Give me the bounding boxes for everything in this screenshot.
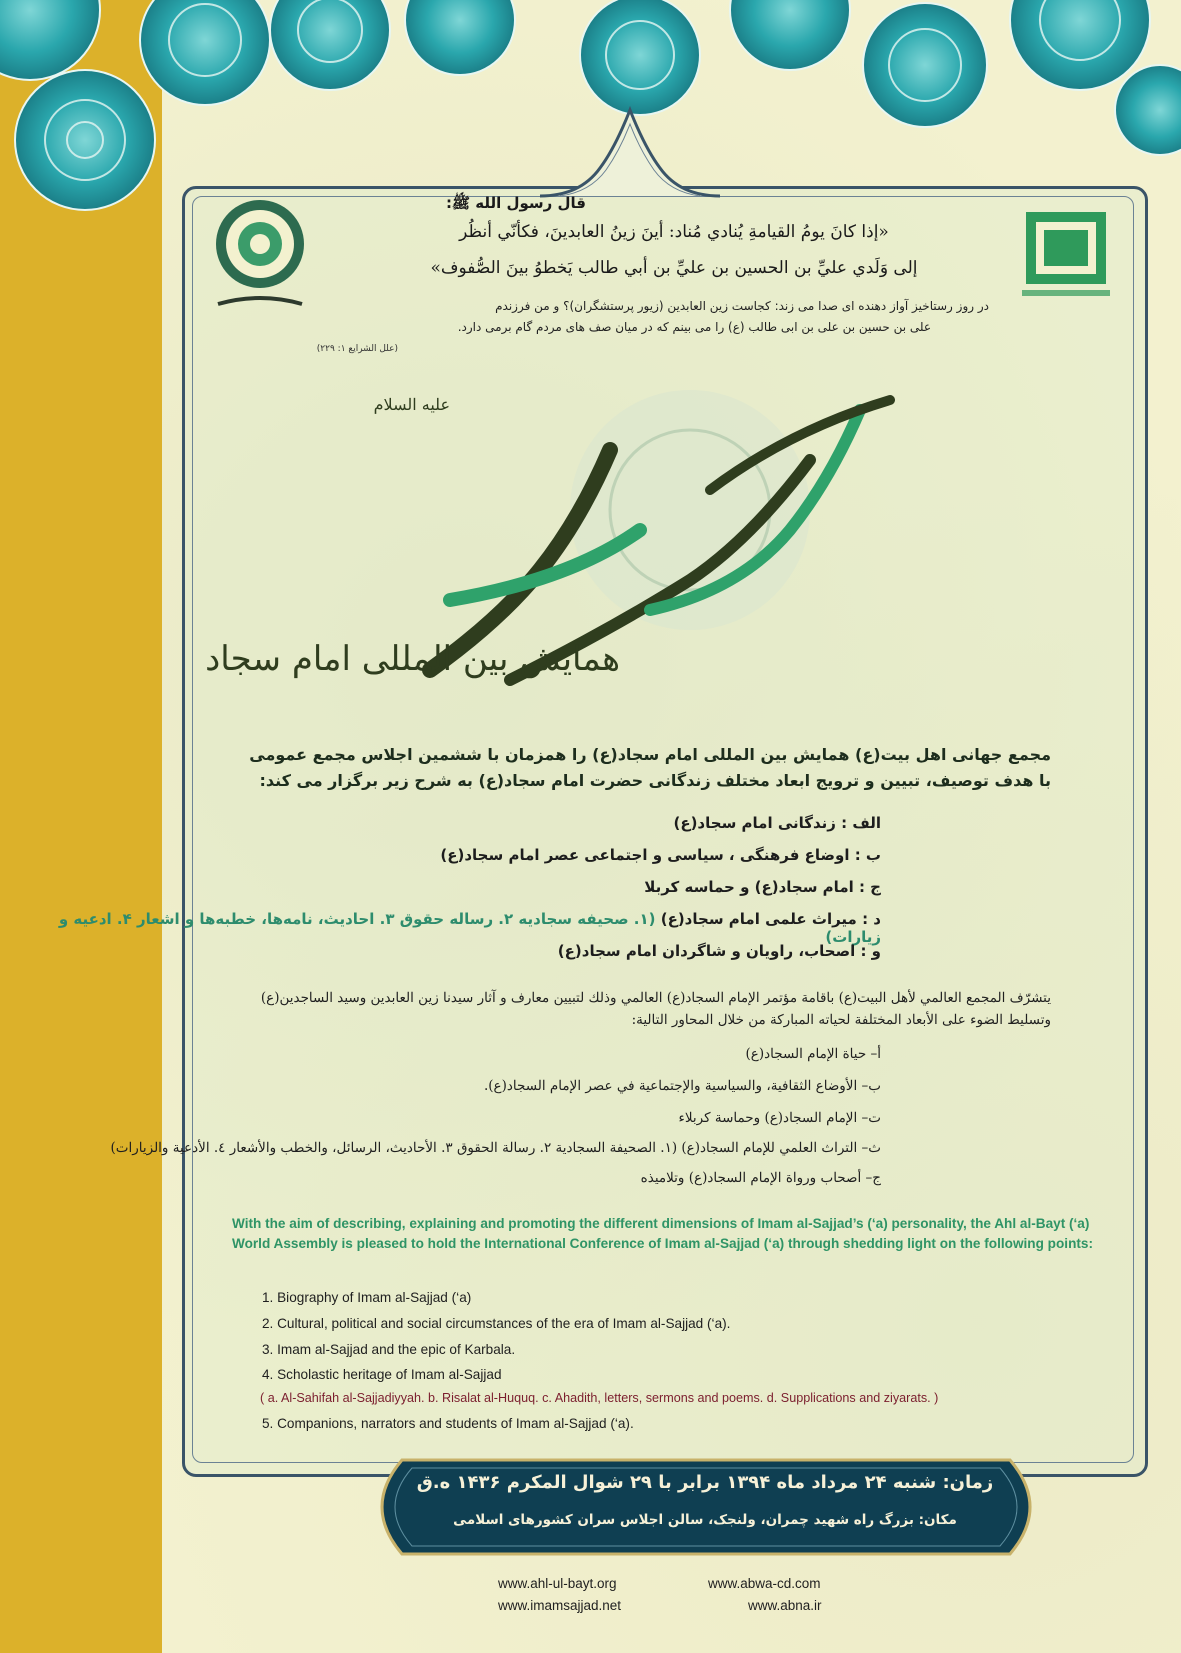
hadith-attribution: قال رسول الله ﷺ: <box>445 194 586 212</box>
persian-item: ج : امام سجاد(ع) و حماسه کربلا <box>644 878 881 896</box>
arabic-item: ج– أصحاب ورواة الإمام السجاد(ع) وتلاميذه <box>640 1170 881 1186</box>
arabic-item: ث– التراث العلمي للإمام السجاد(ع) (١. الصحيفة السجادية ٢. رسالة الحقوق ٣. الأحاديث، الرسائل، والخطب والأشعار ٤. الأدعية والزيارات) <box>110 1140 881 1156</box>
hadith-translation-line-2: علی بن حسین بن علی بن ابی طالب (ع) را می بینم که در میان صف های مردم گام برمی دارد. <box>457 320 931 334</box>
persian-item-sublist: (۱. صحیفه سجادیه ۲. رساله حقوق ۳. احادیث، نامه‌ها، خطبه‌ها و اشعار ۴. ادعیه و زیارات) <box>58 910 881 946</box>
hadith-line-1: «إذا كانَ يومُ القيامةِ يُنادي مُناد: أينَ زينُ العابدينَ، فكأنّي أنظُر <box>459 222 889 242</box>
arabic-item: ت– الإمام السجاد(ع) وحماسة كربلاء <box>678 1110 881 1126</box>
abwa-logo <box>1020 208 1112 304</box>
persian-item-text: د : میراث علمی امام سجاد(ع) <box>660 910 881 928</box>
website-link[interactable]: www.ahl-ul-bayt.org <box>498 1576 617 1591</box>
english-item: 5. Companions, narrators and students of Imam al-Sajjad (‘a). <box>262 1416 634 1431</box>
persian-intro-line-1: مجمع جهانی اهل بیت(ع) همایش بین المللی امام سجاد(ع) را همزمان با ششمین اجلاس مجمع عمومی <box>249 745 1051 764</box>
persian-item: و : اصحاب، راویان و شاگردان امام سجاد(ع) <box>557 942 881 960</box>
english-intro: With the aim of describing, explaining and promoting the different dimensions of Imam al-Sajjad’s (‘a) personality, the Ahl al-Bayt (‘a) World Assembly is pleased to hold the International Conference of Imam al-Sajjad (‘a) through shedding light on the following points: <box>232 1216 1093 1251</box>
frame-arch-ornament <box>540 108 720 198</box>
hadith-translation-line-1: در روز رستاخیز آواز دهنده ای صدا می زند: کجاست زین العابدین (زیور پرستشگران)؟ و من فرزندم <box>495 299 989 313</box>
arabic-intro-line-2: وتسليط الضوء على الأبعاد المختلفة لحياته المباركة من خلال المحاور التالية: <box>631 1012 1051 1028</box>
website-link[interactable]: www.abna.ir <box>748 1598 822 1613</box>
english-item-sublist: ( a. Al-Sahifah al-Sajjadiyyah. b. Risalat al-Huquq. c. Ahadith, letters, sermons and poems. d. Supplications and ziyarats. ) <box>260 1391 939 1405</box>
english-item: 3. Imam al-Sajjad and the epic of Karbala. <box>262 1342 516 1357</box>
persian-item: الف : زندگانی امام سجاد(ع) <box>673 814 881 832</box>
english-item: 2. Cultural, political and social circumstances of the era of Imam al-Sajjad (‘a). <box>262 1316 731 1331</box>
persian-intro-line-2: با هدف توصیف، تبیین و ترویج ابعاد مختلف زندگانی حضرت امام سجاد(ع) به شرح زیر برگزار می کند: <box>259 771 1051 790</box>
persian-item: ب : اوضاع فرهنگی ، سیاسی و اجتماعی عصر امام سجاد(ع) <box>440 846 881 864</box>
arabic-item: أ– حياة الإمام السجاد(ع) <box>745 1046 881 1062</box>
english-item: 4. Scholastic heritage of Imam al-Sajjad <box>262 1367 502 1382</box>
calligraphy-title-text: همایش بین المللی امام سجاد <box>205 639 620 679</box>
persian-item <box>0 910 881 946</box>
website-link[interactable]: www.abwa-cd.com <box>708 1576 821 1591</box>
left-gold-band <box>0 0 162 1653</box>
hadith-source: (علل الشرایع ۱: ۲۲۹) <box>316 344 398 354</box>
event-time: زمان: شنبه ۲۴ مرداد ماه ۱۳۹۴ برابر با ۲۹ شوال المکرم ۱۴۳۶ ه.ق <box>416 1472 994 1493</box>
conference-calligraphy-title <box>205 370 950 700</box>
english-item: 1. Biography of Imam al-Sajjad (‘a) <box>262 1290 472 1305</box>
ahlulbayt-assembly-logo <box>200 196 320 320</box>
event-place: مکان: بزرگ راه شهید چمران، ولنجک، سالن اجلاس سران کشورهای اسلامی <box>453 1512 957 1528</box>
website-link[interactable]: www.imamsajjad.net <box>498 1598 622 1613</box>
arabic-intro-line-1: يتشرّف المجمع العالمي لأهل البيت(ع) باقامة مؤتمر الإمام السجاد(ع) العالمي وذلك لتبيين معارف و آثار سيدنا زين العابدين وسيد الساجدين(ع) <box>260 990 1051 1006</box>
arabic-item: ب– الأوضاع الثقافية، والسياسية والإجتماعية في عصر الإمام السجاد(ع). <box>484 1078 881 1094</box>
calligraphy-honorific: علیه السلام <box>373 395 450 414</box>
hadith-line-2: إلى وَلَدي عليِّ بن الحسين بن عليِّ بن أبي طالب يَخطوُ بينَ الصُّفوف» <box>430 258 918 278</box>
